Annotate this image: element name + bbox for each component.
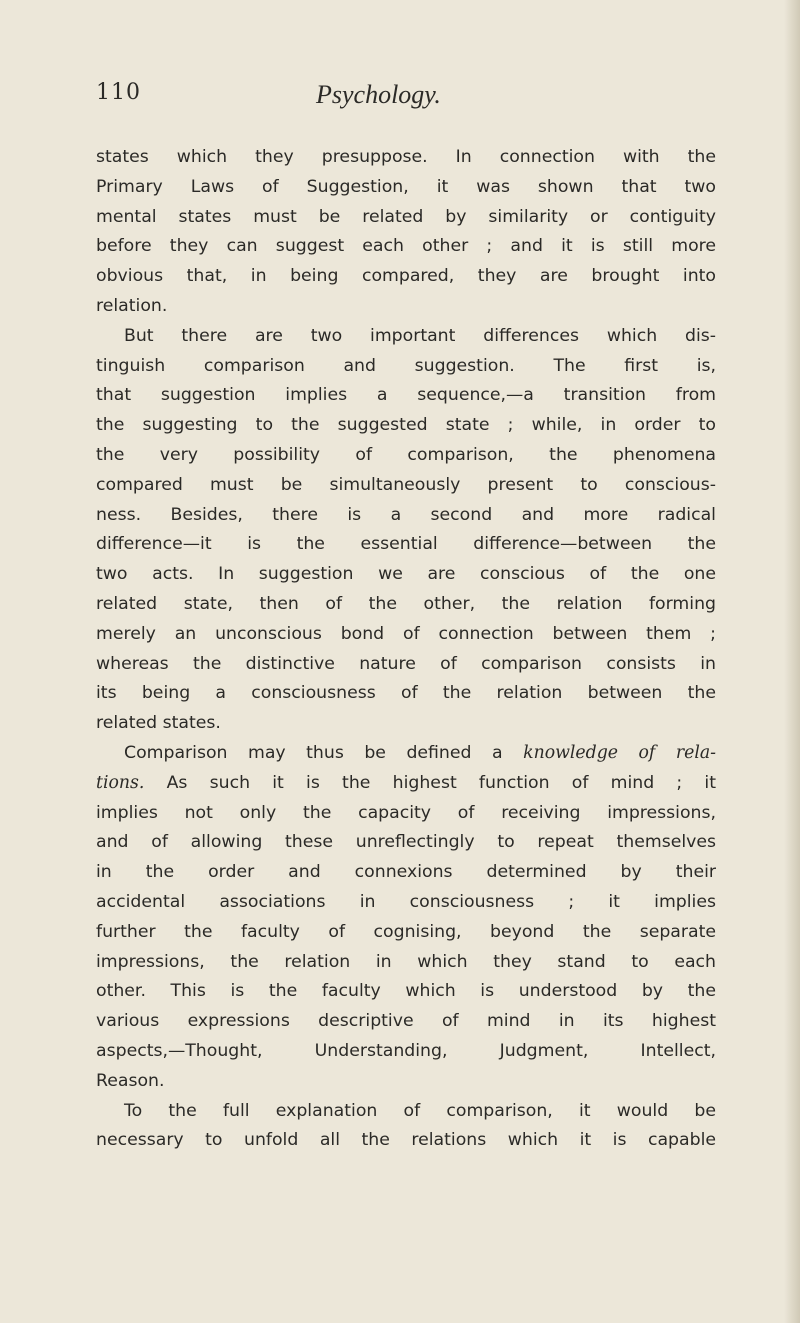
text-line: merely an unconscious bond of connection between them ; — [96, 623, 716, 644]
text-line — [96, 739, 716, 769]
text-line: compared must be simultaneously present to conscious- — [96, 474, 716, 495]
emphasis-run: knowledge of rela- — [523, 742, 716, 763]
text-line: tinguish comparison and suggestion. The first is, — [96, 355, 716, 376]
running-head: Psychology. — [316, 80, 441, 109]
text-line: relation. — [96, 295, 168, 316]
text-run: Comparison may thus be defined a — [124, 742, 524, 763]
text-line: and of allowing these unreflectingly to repeat themselves — [96, 832, 716, 853]
text-line: whereas the distinctive nature of comparison consists in — [96, 653, 716, 674]
text-line: Primary Laws of Suggestion, it was shown that two — [96, 176, 716, 197]
text-line: the suggesting to the suggested state ; while, in order to — [96, 415, 716, 436]
body-text — [96, 143, 716, 1156]
text-line: various expressions descriptive of mind in its highest — [96, 1011, 716, 1032]
page-number: 110 — [96, 80, 141, 105]
text-line: states which they presuppose. In connection with the — [96, 147, 716, 167]
text-line: ness. Besides, there is a second and more radical — [96, 504, 716, 525]
text-line: obvious that, in being compared, they are brought into — [96, 266, 716, 287]
text-line: Reason. — [96, 1070, 165, 1091]
text-line: mental states must be related by similarity or contiguity — [96, 206, 716, 227]
text-line: other. This is the faculty which is understood by the — [96, 981, 716, 1002]
text-line: related state, then of the other, the relation forming — [96, 593, 716, 614]
text-line: in the order and connexions determined by their — [96, 862, 716, 883]
text-line: To the full explanation of comparison, it would be — [124, 1100, 716, 1121]
text-line: before they can suggest each other ; and it is still more — [96, 236, 716, 257]
page-edge-shadow — [784, 0, 800, 1323]
text-line: implies not only the capacity of receiving impressions, — [96, 802, 716, 823]
text-line: its being a consciousness of the relation between the — [96, 683, 716, 704]
text-line: that suggestion implies a sequence,—a transition from — [96, 385, 716, 406]
text-line: necessary to unfold all the relations which it is capable — [96, 1130, 716, 1151]
text-line — [96, 769, 716, 799]
text-line: further the faculty of cognising, beyond the separate — [96, 921, 716, 942]
text-line: the very possibility of comparison, the phenomena — [96, 444, 716, 465]
text-run: As such it is the highest function of mind ; it — [144, 772, 716, 793]
emphasis-run: tions. — [96, 772, 145, 793]
text-line: two acts. In suggestion we are conscious of the one — [96, 564, 716, 585]
text-line: But there are two important differences which dis- — [124, 325, 716, 346]
text-line: impressions, the relation in which they stand to each — [96, 951, 716, 972]
text-line: aspects,—Thought, Understanding, Judgment, Intellect, — [96, 1040, 716, 1061]
text-line: difference—it is the essential difference—between the — [96, 534, 716, 555]
text-line: related states. — [96, 713, 221, 734]
text-line: accidental associations in consciousness ; it implies — [96, 891, 716, 912]
page-header — [96, 80, 716, 120]
